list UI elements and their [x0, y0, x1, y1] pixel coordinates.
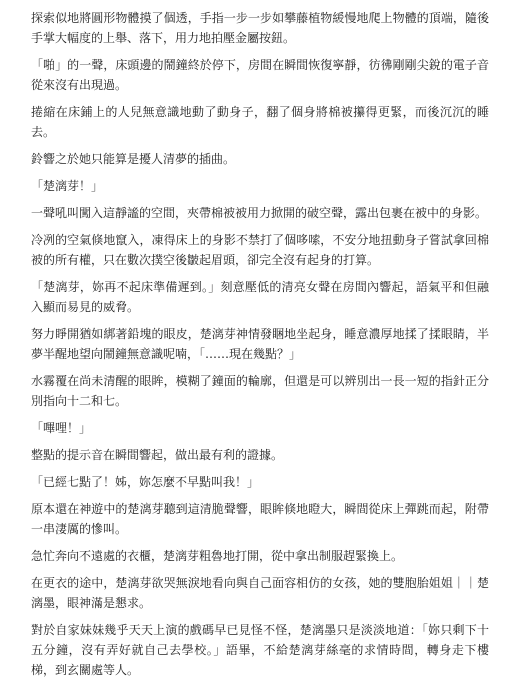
paragraph: 水霧覆在尚未清醒的眼眸，模糊了鐘面的輪廓，但還是可以辨別出一長一短的指針正分別指向十二和七。 [31, 374, 489, 408]
paragraph: 「已經七點了！姊，妳怎麼不早點叫我！」 [31, 475, 260, 489]
paragraph: 捲縮在床鋪上的人兒無意識地動了動身子，翻了個身將棉被攥得更緊，而後沉沉的睡去。 [31, 105, 489, 139]
paragraph: 在更衣的途中，楚漓芽欲哭無淚地看向與自己面容相仿的女孩，她的雙胞胎姐姐｜｜楚漓墨，眼神滿是懇求。 [31, 576, 489, 610]
paragraph: 探索似地將圓形物體摸了個透，手指一步一步如攀藤植物緩慢地爬上物體的頂端，隨後手掌大幅度的上舉、落下，用力地拍壓金屬按鈕。 [31, 11, 489, 45]
paragraph: 「嗶哩！」 [31, 421, 92, 435]
paragraph: 「楚漓芽，妳再不起床準備遲到。」刻意壓低的清亮女聲在房間內響起，語氣平和但融入顯而易見的威脅。 [31, 280, 489, 314]
paragraph: 冷冽的空氣倏地竄入，凍得床上的身影不禁打了個哆嗦，不安分地扭動身子嘗試拿回棉被的所有權，只在數次撲空後皺起眉頭，卻完全沒有起身的打算。 [31, 233, 489, 267]
paragraph: 對於自家妹妹幾乎天天上演的戲碼早已見怪不怪，楚漓墨只是淡淡地道：「妳只剩下十五分鐘，沒有弄好就自己去學校。」語畢，不給楚漓芽絲毫的求情時間，轉身走下樓梯，到玄關處等人。 [31, 623, 489, 677]
paragraph: 一聲吼叫闖入這靜謐的空間，夾帶棉被被用力掀開的破空聲，露出包裹在被中的身影。 [31, 206, 488, 220]
paragraph: 急忙奔向不遠處的衣櫃，楚漓芽粗魯地打開，從中拿出制服趕緊換上。 [31, 549, 404, 563]
paragraph: 努力睜開猶如綁著鉛塊的眼皮，楚漓芽神情發睏地坐起身，睡意濃厚地揉了揉眼睛，半夢半醒地望向鬧鐘無意識呢喃，「……現在幾點？」 [31, 327, 489, 361]
paragraph: 整點的提示音在瞬間響起，做出最有利的證據。 [31, 448, 284, 462]
paragraph: 原本還在神遊中的楚漓芽聽到這清脆聲響，眼眸倏地瞪大，瞬間從床上彈跳而起，附帶一串淒厲的慘叫。 [31, 502, 489, 536]
paragraph: 「楚漓芽！」 [31, 179, 104, 193]
paragraph: 「啪」的一聲，床頭邊的鬧鐘終於停下，房間在瞬間恢復寧靜，彷彿剛剛尖銳的電子音從來沒有出現過。 [31, 58, 489, 92]
paragraph: 鈴響之於她只能算是擾人清夢的插曲。 [31, 152, 236, 166]
